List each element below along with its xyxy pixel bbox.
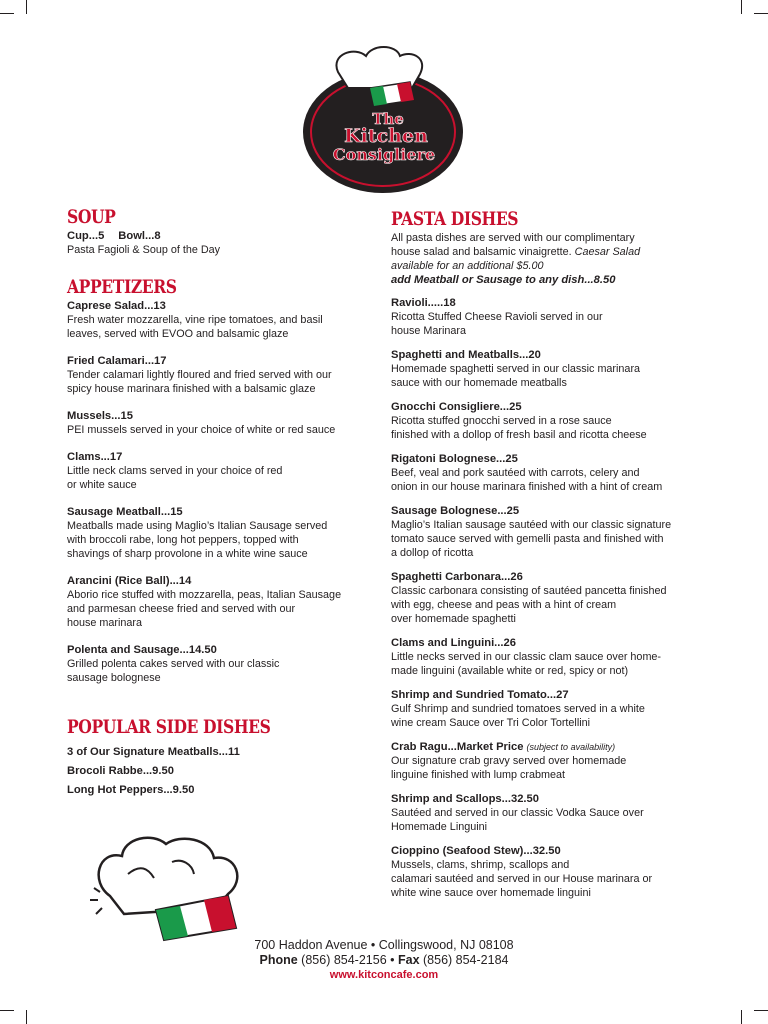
menu-item bbox=[67, 643, 367, 685]
menu-item bbox=[391, 740, 711, 782]
item-desc: Classic carbonara consisting of sautéed pancetta finished with egg, cheese and peas with a hint of cream over homemade spaghetti bbox=[391, 585, 667, 625]
item-name: Shrimp and Scallops...32.50 bbox=[391, 793, 539, 805]
item-desc: Little neck clams served in your choice of red or white sauce bbox=[67, 465, 283, 491]
logo-text-consigliere: Consigliere bbox=[332, 145, 436, 164]
pasta-intro bbox=[391, 231, 711, 273]
item-desc: Grilled polenta cakes served with our classic sausage bolognese bbox=[67, 658, 280, 684]
item-name: Sausage Meatball...15 bbox=[67, 506, 183, 518]
phone-label: Phone bbox=[259, 953, 298, 967]
item-desc: Mussels, clams, shrimp, scallops and calamari sautéed and served in our House marinara or white wine sauce over homemade linguini bbox=[391, 859, 653, 899]
fax-label: Fax bbox=[397, 953, 420, 967]
item-name: Arancini (Rice Ball)...14 bbox=[67, 575, 192, 587]
item-name: Polenta and Sausage...14.50 bbox=[67, 644, 217, 656]
crop-mark bbox=[741, 1010, 742, 1024]
crop-mark bbox=[754, 1010, 768, 1011]
soup-section bbox=[67, 205, 367, 257]
pasta-addon: add Meatball or Sausage to any dish...8.50 bbox=[391, 274, 616, 286]
menu-item bbox=[67, 354, 367, 396]
section-title-pasta: PASTA DISHES bbox=[391, 208, 519, 230]
item-name: Gnocchi Consigliere...25 bbox=[391, 401, 522, 413]
footer-phones bbox=[0, 953, 768, 968]
item-desc: Ricotta stuffed gnocchi served in a rose sauce finished with a dollop of fresh basil and ricotta cheese bbox=[391, 415, 647, 441]
menu-item bbox=[67, 299, 367, 341]
item-name: Spaghetti and Meatballs...20 bbox=[391, 349, 541, 361]
left-column bbox=[67, 205, 367, 800]
item-name-text: Crab Ragu...Market Price bbox=[391, 741, 524, 753]
right-column bbox=[391, 205, 711, 900]
appetizers-section bbox=[67, 275, 367, 685]
section-title-side-dishes: POPULAR SIDE DISHES bbox=[67, 716, 271, 738]
item-name: Clams and Linguini...26 bbox=[391, 637, 516, 649]
logo-text-the: The bbox=[372, 110, 404, 128]
pasta-intro-caesar: Caesar Salad available for an additional $5.00 bbox=[391, 246, 641, 272]
menu-item bbox=[67, 505, 367, 561]
soup-cup-price: Cup...5 bbox=[67, 230, 105, 242]
section-title-appetizers: APPETIZERS bbox=[67, 276, 177, 298]
pasta-section bbox=[391, 207, 711, 900]
menu-item bbox=[391, 570, 711, 626]
item-desc: Homemade spaghetti served in our classic marinara sauce with our homemade meatballs bbox=[391, 363, 641, 389]
crop-mark bbox=[26, 0, 27, 14]
item-desc: Maglio’s Italian sausage sautéed with our classic signature tomato sauce served with gemelli pasta and finished with a dollop of ricotta bbox=[391, 519, 672, 559]
restaurant-logo bbox=[300, 44, 466, 196]
item-desc: Aborio rice stuffed with mozzarella, peas, Italian Sausage and parmesan cheese fried and served with our house marinara bbox=[67, 589, 342, 629]
menu-item bbox=[391, 636, 711, 678]
soup-sizes bbox=[67, 229, 367, 243]
item-desc: Little necks served in our classic clam sauce over home- made linguini (available white or red, spicy or not) bbox=[391, 651, 662, 677]
item-name: Ravioli.....18 bbox=[391, 297, 456, 309]
fax-number: (856) 854-2184 bbox=[419, 953, 509, 967]
crop-mark bbox=[0, 13, 14, 14]
menu-item bbox=[391, 348, 711, 390]
menu-item bbox=[67, 409, 367, 437]
crop-mark bbox=[26, 1010, 27, 1024]
item-desc: Ricotta Stuffed Cheese Ravioli served in our house Marinara bbox=[391, 311, 603, 337]
item-desc: Gulf Shrimp and sundried tomatoes served in a white wine cream Sauce over Tri Color Tortellini bbox=[391, 703, 645, 729]
chef-hat-flag-icon bbox=[88, 834, 248, 944]
item-name: Cioppino (Seafood Stew)...32.50 bbox=[391, 845, 561, 857]
item-name: Clams...17 bbox=[67, 451, 123, 463]
menu-item bbox=[391, 400, 711, 442]
menu-item bbox=[391, 296, 711, 338]
soup-desc: Pasta Fagioli & Soup of the Day bbox=[67, 244, 221, 256]
item-name: Mussels...15 bbox=[67, 410, 133, 422]
item-desc: Our signature crab gravy served over homemade linguine finished with lump crabmeat bbox=[391, 755, 627, 781]
menu-item bbox=[391, 844, 711, 900]
menu-item bbox=[391, 792, 711, 834]
item-name: Fried Calamari...17 bbox=[67, 355, 167, 367]
crop-mark bbox=[754, 13, 768, 14]
crop-mark bbox=[0, 1010, 14, 1011]
side-item: Long Hot Peppers...9.50 bbox=[67, 784, 195, 796]
item-desc: Tender calamari lightly floured and fried served with our spicy house marinara finished with a balsamic glaze bbox=[67, 369, 332, 395]
menu-item bbox=[391, 688, 711, 730]
item-name: Caprese Salad...13 bbox=[67, 300, 166, 312]
side-item: 3 of Our Signature Meatballs...11 bbox=[67, 746, 240, 758]
availability-note: (subject to availability) bbox=[526, 742, 616, 752]
menu-item bbox=[391, 452, 711, 494]
side-item: Brocoli Rabbe...9.50 bbox=[67, 765, 174, 777]
website-link[interactable]: www.kitconcafe.com bbox=[329, 969, 439, 981]
pasta-intro-text: All pasta dishes are served with our complimentary house salad and balsamic vinaigrette. bbox=[391, 232, 635, 258]
menu-item bbox=[67, 574, 367, 630]
item-name: Sausage Bolognese...25 bbox=[391, 505, 520, 517]
menu-item bbox=[67, 450, 367, 492]
side-dishes-section bbox=[67, 715, 367, 800]
section-title-soup: SOUP bbox=[67, 206, 116, 228]
footer-address: 700 Haddon Avenue • Collingswood, NJ 08108 bbox=[254, 938, 514, 952]
soup-bowl-price: Bowl...8 bbox=[118, 230, 161, 242]
item-desc: Meatballs made using Maglio’s Italian Sausage served with broccoli rabe, long hot peppers, topped with shavings of sharp provolone in a white wine sauce bbox=[67, 520, 328, 560]
menu-item bbox=[391, 504, 711, 560]
item-desc: PEI mussels served in your choice of white or red sauce bbox=[67, 424, 336, 436]
item-name bbox=[391, 740, 711, 754]
item-name: Shrimp and Sundried Tomato...27 bbox=[391, 689, 569, 701]
item-desc: Beef, veal and pork sautéed with carrots, celery and onion in our house marinara finished with a hint of cream bbox=[391, 467, 663, 493]
item-desc: Sautéed and served in our classic Vodka Sauce over Homemade Linguini bbox=[391, 807, 644, 833]
item-name: Spaghetti Carbonara...26 bbox=[391, 571, 523, 583]
logo-text-kitchen: Kitchen bbox=[344, 125, 428, 147]
phone-number: (856) 854-2156 • bbox=[297, 953, 398, 967]
item-desc: Fresh water mozzarella, vine ripe tomatoes, and basil leaves, served with EVOO and balsamic glaze bbox=[67, 314, 323, 340]
crop-mark bbox=[741, 0, 742, 14]
item-name: Rigatoni Bolognese...25 bbox=[391, 453, 518, 465]
